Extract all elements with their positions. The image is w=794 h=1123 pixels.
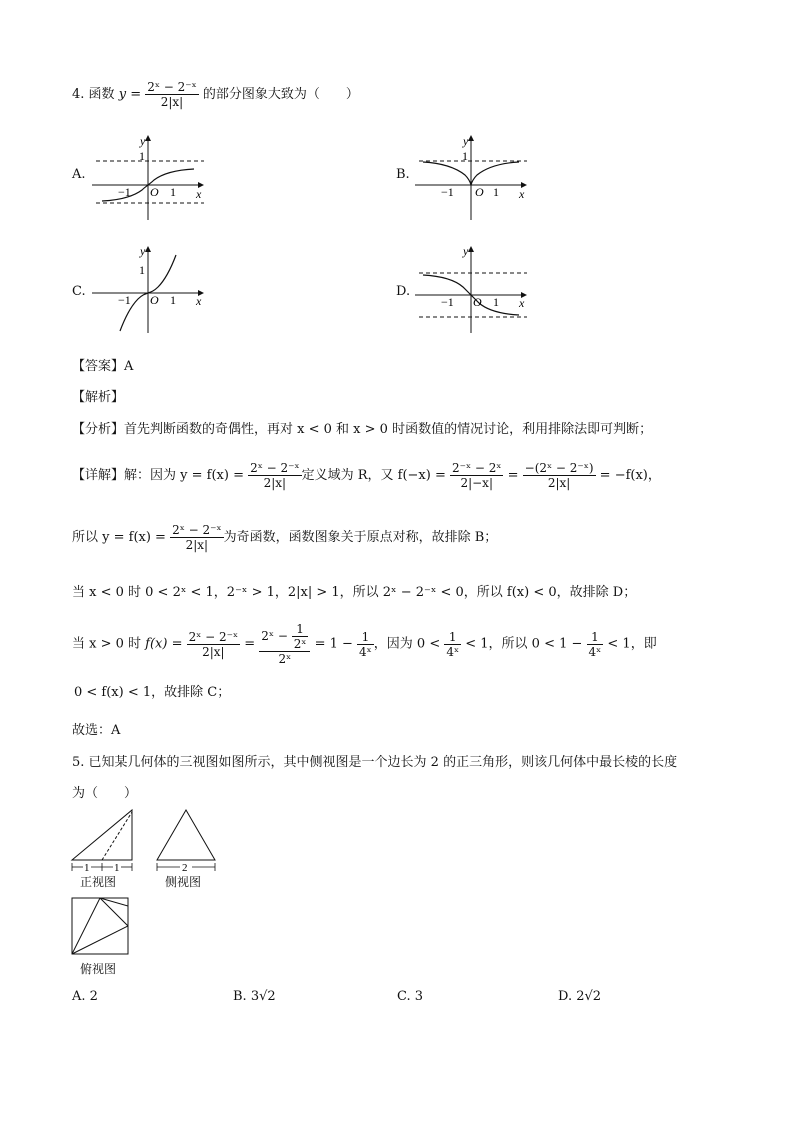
fenxi-text: 首先判断函数的奇偶性，再对 x < 0 和 x > 0 时函数值的情况讨论，利用排除法即可判断； [124, 422, 653, 437]
odd-post: 为奇函数，函数图象关于原点对称，故排除 B； [223, 530, 498, 545]
q5-option-b [233, 988, 276, 1006]
q5-option-b-letter: B. [233, 989, 247, 1004]
pos-num-2a: 2ˣ − [261, 629, 288, 643]
q4-formula-eq: = [130, 87, 142, 102]
q5-top-view [70, 896, 134, 958]
tick-label-one-x: 1 [493, 185, 499, 199]
pos-line [72, 622, 657, 666]
q5-option-d-letter: D. [558, 989, 573, 1004]
choose-line: 故选：A [72, 723, 121, 738]
odd-pre: 所以 y = f(x) = [72, 530, 166, 545]
xiangjie-den-3: 2|x| [523, 475, 596, 490]
q4-formula-y: y [118, 87, 127, 102]
odd-frac [170, 523, 223, 552]
tick-label-neg-one: −1 [118, 185, 131, 199]
top-edge [72, 898, 100, 954]
tick-label-neg-one: −1 [441, 185, 454, 199]
q4-number: 4. [72, 87, 85, 102]
q4-option-d-label: D. [396, 284, 411, 299]
x-axis-label: x [519, 187, 525, 201]
xiangjie-den-1: 2|x| [248, 475, 301, 490]
y-axis-label: y [140, 244, 146, 258]
q5-stem-2: 为（ ） [72, 786, 138, 801]
xiangjie-frac-1 [248, 461, 301, 490]
y-axis-label: y [463, 244, 469, 258]
q4-graph-d [415, 243, 535, 335]
neg-line: 当 x < 0 时 0 < 2ˣ < 1，2⁻ˣ > 1，2|x| > 1，所以 2ˣ − 2⁻ˣ < 0，所以 f(x) < 0，故排除 D； [72, 585, 637, 600]
xiangjie-tail: = −f(x)， [599, 468, 661, 483]
top-edge [72, 926, 128, 954]
answer-label: 【答案】 [72, 359, 125, 374]
pos-num-5: 1 [591, 629, 599, 644]
tick-label-one-x: 1 [493, 295, 499, 309]
origin-label: O [473, 295, 482, 309]
pos-den-1: 2|x| [187, 644, 240, 659]
q5-option-a-letter: A. [72, 989, 86, 1004]
q4-stem-post: 的部分图象大致为（ ） [202, 87, 359, 102]
q5-stem-1: 已知某几何体的三视图如图所示，其中侧视图是一个边长为 2 的正三角形，则该几何体中最长棱的长度 [88, 755, 678, 770]
pos-num-3: 1 [361, 629, 370, 644]
q5-front-view [70, 808, 136, 874]
pos-fx: f(x) = [145, 636, 183, 652]
q4-option-c-label: C. [72, 284, 86, 299]
q4-graph-c [92, 243, 212, 335]
q5-option-a [72, 988, 98, 1006]
y-axis-label: y [140, 134, 146, 148]
x-axis-label: x [519, 296, 525, 310]
fenxi-label: 【分析】 [72, 422, 125, 437]
q5-option-d [558, 988, 601, 1006]
q5-stem-line-1 [72, 754, 677, 772]
pos-den-4: 4ˣ [446, 644, 460, 659]
y-axis-arrow [145, 135, 151, 141]
pos-den-2: 2ˣ [259, 651, 310, 666]
pos-inner-num: 1 [296, 622, 304, 636]
odd-den: 2|x| [170, 537, 223, 552]
pos-den-3: 4ˣ [359, 644, 372, 659]
pos-frac-3 [357, 630, 374, 659]
tick-label-neg-one: −1 [118, 293, 131, 307]
xiangjie-pre: 解：因为 y = f(x) = [124, 468, 244, 483]
pos-frac-1 [187, 630, 240, 659]
q5-number: 5. [72, 755, 85, 770]
fenxi-line [72, 421, 652, 439]
range-line: 0 < f(x) < 1，故排除 C； [74, 685, 231, 700]
xiangjie-num-1: 2ˣ − 2⁻ˣ [250, 461, 300, 475]
front-triangle [72, 810, 132, 860]
q5-option-b-value: 3√2 [250, 989, 276, 1004]
pos-inner-frac [292, 622, 309, 651]
xiangjie-label: 【详解】 [72, 468, 125, 483]
q5-front-label: 正视图 [80, 875, 117, 889]
q4-option-b-label: B. [396, 167, 410, 182]
xiangjie-line [72, 461, 661, 490]
q4-stem-pre: 函数 [88, 87, 115, 102]
xiangjie-frac-3 [523, 461, 596, 490]
dim-label-one-left: 1 [84, 862, 90, 874]
xiangjie-num-3: −(2ˣ − 2⁻ˣ) [524, 461, 594, 475]
q4-graph-a [92, 130, 212, 222]
y-axis-label: y [463, 134, 469, 148]
origin-label: O [150, 293, 159, 307]
xiangjie-num-2: 2⁻ˣ − 2ˣ [451, 461, 502, 475]
odd-num: 2ˣ − 2⁻ˣ [172, 523, 222, 537]
odd-line [72, 523, 497, 552]
x-axis-label: x [196, 187, 202, 201]
pos-num-2 [259, 622, 310, 651]
q5-option-c-letter: C. [397, 989, 411, 1004]
pos-den-5: 4ˣ [588, 644, 602, 659]
dim-label-one-right: 1 [114, 862, 120, 874]
pos-num-4: 1 [448, 629, 457, 644]
front-hidden-edge [102, 812, 132, 860]
tick-label-one-x: 1 [170, 185, 176, 199]
x-axis-label: x [196, 294, 202, 308]
tick-label-one-x: 1 [170, 293, 176, 307]
pos-frac-2 [259, 622, 310, 666]
q5-option-c-value: 3 [414, 989, 424, 1004]
pos-frac-4 [444, 630, 461, 659]
pos-mid: ，因为 0 < [373, 636, 441, 652]
pos-num-1: 2ˣ − 2⁻ˣ [188, 629, 239, 644]
y-axis-arrow [468, 246, 474, 252]
pos-inner-den: 2ˣ [293, 637, 307, 651]
tick-label-neg-one: −1 [441, 295, 454, 309]
origin-label: O [475, 185, 484, 199]
answer-line [72, 358, 133, 376]
q5-side-view [155, 808, 219, 874]
y-axis-arrow [468, 135, 474, 141]
xiangjie-frac-2 [450, 461, 503, 490]
pos-end: < 1，即 [607, 636, 657, 652]
q4-formula-den: 2|x| [145, 94, 198, 109]
q4-graph-b [415, 130, 535, 222]
tick-label-one-y: 1 [139, 263, 145, 277]
xiangjie-den-2: 2|−x| [450, 475, 503, 490]
tick-label-one-y: 1 [139, 149, 145, 163]
origin-label: O [150, 185, 159, 199]
top-square [72, 898, 128, 954]
q4-formula-num: 2ˣ − 2⁻ˣ [147, 80, 197, 94]
q4-stem [72, 80, 359, 109]
q5-top-label: 俯视图 [80, 962, 117, 976]
q5-option-c [397, 988, 423, 1006]
q4-formula-fraction [145, 80, 198, 109]
pos-frac-5 [587, 630, 604, 659]
q5-option-a-value: 2 [89, 989, 98, 1004]
q4-option-a-label: A. [72, 167, 86, 182]
q5-side-label: 侧视图 [165, 875, 202, 889]
analysis-label: 【解析】 [72, 390, 125, 405]
answer-value: A [124, 359, 134, 374]
pos-pre: 当 x > 0 时 [72, 636, 142, 652]
xiangjie-eq: = [507, 468, 519, 483]
pos-eq-1: = [244, 636, 256, 652]
dim-label-two: 2 [182, 862, 188, 874]
tick-label-one-y: 1 [462, 149, 468, 163]
side-triangle [157, 810, 215, 860]
y-axis-arrow [145, 246, 151, 252]
pos-eq-2: = 1 − [314, 636, 353, 652]
q5-option-d-value: 2√2 [576, 989, 602, 1004]
xiangjie-mid-1: 定义域为 R，又 f(−x) = [301, 468, 446, 483]
pos-mid-2: < 1，所以 0 < 1 − [465, 636, 583, 652]
